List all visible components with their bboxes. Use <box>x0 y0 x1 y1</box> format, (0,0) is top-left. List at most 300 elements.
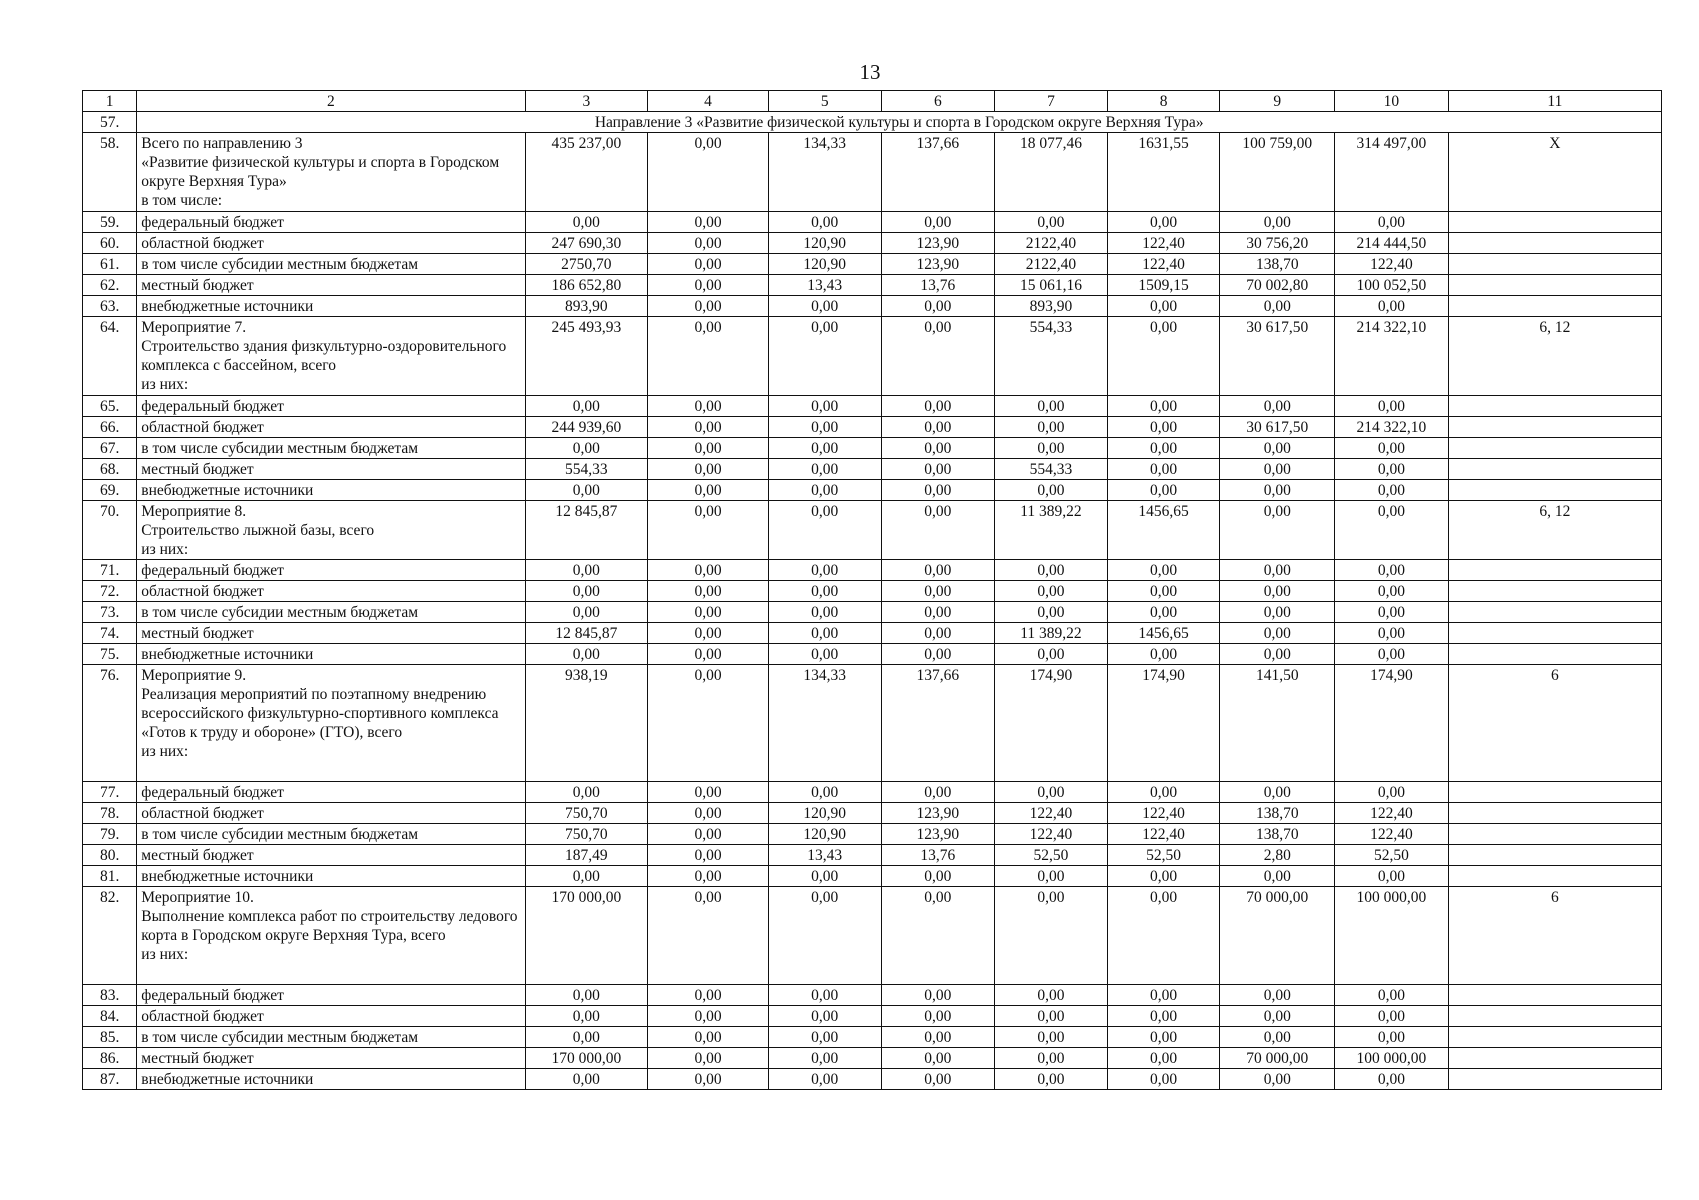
value-cell: 0,00 <box>648 665 769 782</box>
value-cell: 0,00 <box>648 845 769 866</box>
empty-cell <box>1448 275 1661 296</box>
value-cell: 214 322,10 <box>1335 417 1449 438</box>
row-number: 82. <box>83 887 137 985</box>
empty-cell <box>1448 1069 1661 1090</box>
value-cell: 0,00 <box>648 459 769 480</box>
row-description: в том числе субсидии местным бюджетам <box>137 1027 525 1048</box>
value-cell: 0,00 <box>525 1027 648 1048</box>
value-cell: 0,00 <box>768 396 881 417</box>
value-cell: 0,00 <box>995 1027 1108 1048</box>
value-cell: 0,00 <box>881 480 995 501</box>
value-cell: 314 497,00 <box>1335 133 1449 212</box>
row-number: 85. <box>83 1027 137 1048</box>
value-cell: 0,00 <box>995 866 1108 887</box>
value-cell: 0,00 <box>648 254 769 275</box>
empty-cell <box>1448 824 1661 845</box>
value-cell: 0,00 <box>1220 581 1335 602</box>
value-cell: 122,40 <box>1335 803 1449 824</box>
row-number: 62. <box>83 275 137 296</box>
table-row <box>83 985 1662 1006</box>
value-cell: 138,70 <box>1220 254 1335 275</box>
value-cell: 245 493,93 <box>525 317 648 396</box>
value-cell: 122,40 <box>1335 824 1449 845</box>
row-number: 69. <box>83 480 137 501</box>
value-cell: 18 077,46 <box>995 133 1108 212</box>
row-number: 67. <box>83 438 137 459</box>
empty-cell <box>1448 459 1661 480</box>
value-cell: 0,00 <box>768 1006 881 1027</box>
row-number: 70. <box>83 501 137 560</box>
column-header: 10 <box>1335 91 1449 112</box>
value-cell: 0,00 <box>1335 501 1449 560</box>
value-cell: 247 690,30 <box>525 233 648 254</box>
column-header: 3 <box>525 91 648 112</box>
value-cell: 0,00 <box>648 501 769 560</box>
value-cell: 0,00 <box>881 623 995 644</box>
value-cell: 0,00 <box>648 480 769 501</box>
empty-cell <box>1448 233 1661 254</box>
column-header: 9 <box>1220 91 1335 112</box>
source-note: 6, 12 <box>1448 501 1661 560</box>
value-cell: 0,00 <box>1220 396 1335 417</box>
value-cell: 52,50 <box>1107 845 1220 866</box>
value-cell: 0,00 <box>995 396 1108 417</box>
value-cell: 0,00 <box>525 644 648 665</box>
value-cell: 0,00 <box>881 317 995 396</box>
row-description: Мероприятие 8. Строительство лыжной базы, всего из них: <box>137 501 525 560</box>
value-cell: 0,00 <box>648 396 769 417</box>
value-cell: 0,00 <box>1335 581 1449 602</box>
empty-cell <box>1448 644 1661 665</box>
value-cell: 170 000,00 <box>525 887 648 985</box>
empty-cell <box>1448 560 1661 581</box>
row-description: внебюджетные источники <box>137 480 525 501</box>
value-cell: 0,00 <box>648 212 769 233</box>
value-cell: 0,00 <box>1335 459 1449 480</box>
value-cell: 0,00 <box>768 644 881 665</box>
source-note: 6, 12 <box>1448 317 1661 396</box>
value-cell: 0,00 <box>1220 212 1335 233</box>
value-cell: 122,40 <box>995 824 1108 845</box>
value-cell: 0,00 <box>768 866 881 887</box>
value-cell: 0,00 <box>1107 438 1220 459</box>
table-row <box>83 824 1662 845</box>
row-number: 81. <box>83 866 137 887</box>
row-description: в том числе субсидии местным бюджетам <box>137 438 525 459</box>
value-cell: 1509,15 <box>1107 275 1220 296</box>
row-number: 65. <box>83 396 137 417</box>
value-cell: 174,90 <box>1335 665 1449 782</box>
value-cell: 0,00 <box>1107 644 1220 665</box>
value-cell: 0,00 <box>881 644 995 665</box>
value-cell: 0,00 <box>881 560 995 581</box>
value-cell: 893,90 <box>995 296 1108 317</box>
value-cell: 0,00 <box>995 782 1108 803</box>
value-cell: 0,00 <box>648 233 769 254</box>
value-cell: 0,00 <box>1335 985 1449 1006</box>
table-row <box>83 665 1662 782</box>
value-cell: 0,00 <box>1107 396 1220 417</box>
value-cell: 0,00 <box>881 887 995 985</box>
value-cell: 0,00 <box>648 602 769 623</box>
value-cell: 0,00 <box>1220 782 1335 803</box>
value-cell: 137,66 <box>881 665 995 782</box>
empty-cell <box>1448 396 1661 417</box>
value-cell: 0,00 <box>1335 782 1449 803</box>
value-cell: 174,90 <box>1107 665 1220 782</box>
table-body <box>83 91 1662 1090</box>
value-cell: 122,40 <box>1107 233 1220 254</box>
row-number: 64. <box>83 317 137 396</box>
empty-cell <box>1448 803 1661 824</box>
value-cell: 30 617,50 <box>1220 417 1335 438</box>
value-cell: 0,00 <box>768 1027 881 1048</box>
table-row <box>83 1006 1662 1027</box>
value-cell: 13,43 <box>768 275 881 296</box>
empty-cell <box>1448 866 1661 887</box>
value-cell: 0,00 <box>995 644 1108 665</box>
table-row <box>83 644 1662 665</box>
row-number: 66. <box>83 417 137 438</box>
row-description: областной бюджет <box>137 1006 525 1027</box>
value-cell: 0,00 <box>881 459 995 480</box>
row-number: 73. <box>83 602 137 623</box>
value-cell: 750,70 <box>525 824 648 845</box>
value-cell: 122,40 <box>1107 254 1220 275</box>
empty-cell <box>1448 985 1661 1006</box>
value-cell: 0,00 <box>525 480 648 501</box>
table-row <box>83 233 1662 254</box>
table-row <box>83 438 1662 459</box>
value-cell: 0,00 <box>525 782 648 803</box>
value-cell: 0,00 <box>1107 1069 1220 1090</box>
value-cell: 120,90 <box>768 233 881 254</box>
value-cell: 214 444,50 <box>1335 233 1449 254</box>
value-cell: 0,00 <box>648 866 769 887</box>
value-cell: 0,00 <box>995 480 1108 501</box>
table-row <box>83 803 1662 824</box>
value-cell: 0,00 <box>1107 1048 1220 1069</box>
value-cell: 0,00 <box>1107 317 1220 396</box>
value-cell: 123,90 <box>881 824 995 845</box>
value-cell: 122,40 <box>1107 803 1220 824</box>
row-description: местный бюджет <box>137 623 525 644</box>
value-cell: 0,00 <box>648 782 769 803</box>
empty-cell <box>1448 296 1661 317</box>
value-cell: 0,00 <box>1220 644 1335 665</box>
row-description: в том числе субсидии местным бюджетам <box>137 254 525 275</box>
column-header: 2 <box>137 91 525 112</box>
value-cell: 1456,65 <box>1107 623 1220 644</box>
row-number: 84. <box>83 1006 137 1027</box>
row-number: 72. <box>83 581 137 602</box>
value-cell: 0,00 <box>995 985 1108 1006</box>
row-number: 86. <box>83 1048 137 1069</box>
value-cell: 0,00 <box>1107 1027 1220 1048</box>
table-row <box>83 212 1662 233</box>
table-row <box>83 845 1662 866</box>
value-cell: 174,90 <box>995 665 1108 782</box>
value-cell: 554,33 <box>995 459 1108 480</box>
value-cell: 0,00 <box>881 866 995 887</box>
value-cell: 0,00 <box>1335 296 1449 317</box>
table-row <box>83 1048 1662 1069</box>
value-cell: 0,00 <box>1335 644 1449 665</box>
value-cell: 0,00 <box>648 824 769 845</box>
table-row <box>83 459 1662 480</box>
value-cell: 0,00 <box>995 417 1108 438</box>
value-cell: 0,00 <box>1220 438 1335 459</box>
row-description: Мероприятие 7. Строительство здания физкультурно-оздоровительного комплекса с бассейном, всего из них: <box>137 317 525 396</box>
value-cell: 2750,70 <box>525 254 648 275</box>
page-number: 13 <box>859 60 881 84</box>
value-cell: 0,00 <box>648 1027 769 1048</box>
value-cell: 0,00 <box>648 296 769 317</box>
row-description: областной бюджет <box>137 417 525 438</box>
direction-title: Направление 3 «Развитие физической культуры и спорта в Городском округе Верхняя Тура» <box>137 112 1662 133</box>
value-cell: 554,33 <box>525 459 648 480</box>
row-description: внебюджетные источники <box>137 296 525 317</box>
value-cell: 100 000,00 <box>1335 1048 1449 1069</box>
column-header: 1 <box>83 91 137 112</box>
value-cell: 0,00 <box>525 985 648 1006</box>
row-number: 78. <box>83 803 137 824</box>
row-description: местный бюджет <box>137 845 525 866</box>
value-cell: 0,00 <box>1107 1006 1220 1027</box>
table-row <box>83 887 1662 985</box>
value-cell: 0,00 <box>648 560 769 581</box>
value-cell: 0,00 <box>768 560 881 581</box>
empty-cell <box>1448 845 1661 866</box>
source-note: 6 <box>1448 887 1661 985</box>
row-number: 59. <box>83 212 137 233</box>
value-cell: 0,00 <box>648 1069 769 1090</box>
value-cell: 122,40 <box>995 803 1108 824</box>
value-cell: 0,00 <box>1107 459 1220 480</box>
value-cell: 15 061,16 <box>995 275 1108 296</box>
value-cell: 0,00 <box>1335 212 1449 233</box>
value-cell: 12 845,87 <box>525 501 648 560</box>
value-cell: 123,90 <box>881 233 995 254</box>
row-number: 57. <box>83 112 137 133</box>
value-cell: 0,00 <box>1220 602 1335 623</box>
value-cell: 0,00 <box>881 438 995 459</box>
table-row <box>83 417 1662 438</box>
row-description: внебюджетные источники <box>137 1069 525 1090</box>
table-row <box>83 275 1662 296</box>
value-cell: 0,00 <box>995 212 1108 233</box>
value-cell: 0,00 <box>1107 602 1220 623</box>
value-cell: 0,00 <box>881 782 995 803</box>
row-description: внебюджетные источники <box>137 866 525 887</box>
row-number: 80. <box>83 845 137 866</box>
value-cell: 0,00 <box>1335 396 1449 417</box>
value-cell: 0,00 <box>881 985 995 1006</box>
value-cell: 11 389,22 <box>995 501 1108 560</box>
value-cell: 0,00 <box>1107 296 1220 317</box>
row-description: федеральный бюджет <box>137 985 525 1006</box>
table-row <box>83 560 1662 581</box>
row-number: 71. <box>83 560 137 581</box>
value-cell: 2122,40 <box>995 254 1108 275</box>
value-cell: 0,00 <box>768 480 881 501</box>
value-cell: 0,00 <box>1220 866 1335 887</box>
value-cell: 0,00 <box>768 501 881 560</box>
row-description: федеральный бюджет <box>137 396 525 417</box>
table-row <box>83 782 1662 803</box>
value-cell: 186 652,80 <box>525 275 648 296</box>
value-cell: 0,00 <box>881 296 995 317</box>
value-cell: 0,00 <box>648 317 769 396</box>
empty-cell <box>1448 1006 1661 1027</box>
value-cell: 0,00 <box>1220 1006 1335 1027</box>
value-cell: 0,00 <box>648 417 769 438</box>
row-description: в том числе субсидии местным бюджетам <box>137 824 525 845</box>
empty-cell <box>1448 1048 1661 1069</box>
value-cell: 30 617,50 <box>1220 317 1335 396</box>
empty-cell <box>1448 602 1661 623</box>
value-cell: 0,00 <box>1220 296 1335 317</box>
value-cell: 0,00 <box>881 1069 995 1090</box>
value-cell: 134,33 <box>768 665 881 782</box>
value-cell: 0,00 <box>1220 480 1335 501</box>
value-cell: 0,00 <box>525 212 648 233</box>
value-cell: 0,00 <box>525 1069 648 1090</box>
source-note: 6 <box>1448 665 1661 782</box>
value-cell: 0,00 <box>995 438 1108 459</box>
value-cell: 0,00 <box>768 212 881 233</box>
row-description: Мероприятие 9. Реализация мероприятий по поэтапному внедрению всероссийского физкультурно-спортивного комплекса «Готов к труду и обороне» (ГТО), всего из них: <box>137 665 525 782</box>
value-cell: 1456,65 <box>1107 501 1220 560</box>
row-number: 74. <box>83 623 137 644</box>
table-row <box>83 1027 1662 1048</box>
direction-row <box>83 112 1662 133</box>
value-cell: 0,00 <box>1335 866 1449 887</box>
value-cell: 0,00 <box>648 985 769 1006</box>
value-cell: 0,00 <box>768 1069 881 1090</box>
table-row <box>83 602 1662 623</box>
row-number: 79. <box>83 824 137 845</box>
value-cell: 100 052,50 <box>1335 275 1449 296</box>
value-cell: 0,00 <box>995 581 1108 602</box>
row-description: Всего по направлению 3 «Развитие физической культуры и спорта в Городском округе Верхняя Тура» в том числе: <box>137 133 525 212</box>
row-description: федеральный бюджет <box>137 782 525 803</box>
value-cell: 0,00 <box>768 985 881 1006</box>
column-header: 11 <box>1448 91 1661 112</box>
empty-cell <box>1448 480 1661 501</box>
value-cell: 0,00 <box>768 602 881 623</box>
value-cell: 0,00 <box>768 459 881 480</box>
value-cell: 0,00 <box>881 1027 995 1048</box>
value-cell: 0,00 <box>768 887 881 985</box>
value-cell: 0,00 <box>648 133 769 212</box>
value-cell: 0,00 <box>1220 501 1335 560</box>
row-number: 61. <box>83 254 137 275</box>
value-cell: 0,00 <box>1335 1069 1449 1090</box>
row-number: 68. <box>83 459 137 480</box>
row-number: 63. <box>83 296 137 317</box>
value-cell: 0,00 <box>648 581 769 602</box>
value-cell: 0,00 <box>525 1006 648 1027</box>
value-cell: 938,19 <box>525 665 648 782</box>
value-cell: 170 000,00 <box>525 1048 648 1069</box>
value-cell: 0,00 <box>1335 560 1449 581</box>
value-cell: 0,00 <box>525 396 648 417</box>
empty-cell <box>1448 1027 1661 1048</box>
value-cell: 52,50 <box>995 845 1108 866</box>
row-number: 87. <box>83 1069 137 1090</box>
empty-cell <box>1448 254 1661 275</box>
value-cell: 120,90 <box>768 254 881 275</box>
row-description: в том числе субсидии местным бюджетам <box>137 602 525 623</box>
value-cell: 137,66 <box>881 133 995 212</box>
table-row <box>83 581 1662 602</box>
row-number: 75. <box>83 644 137 665</box>
value-cell: 0,00 <box>1107 581 1220 602</box>
value-cell: 554,33 <box>995 317 1108 396</box>
value-cell: 0,00 <box>1335 480 1449 501</box>
value-cell: 13,43 <box>768 845 881 866</box>
value-cell: 2,80 <box>1220 845 1335 866</box>
value-cell: 120,90 <box>768 824 881 845</box>
table-row <box>83 133 1662 212</box>
row-description: местный бюджет <box>137 275 525 296</box>
empty-cell <box>1448 438 1661 459</box>
value-cell: 0,00 <box>1220 560 1335 581</box>
value-cell: 0,00 <box>768 438 881 459</box>
row-description: Мероприятие 10. Выполнение комплекса работ по строительству ледового корта в Городском округе Верхняя Тура, всего из них: <box>137 887 525 985</box>
value-cell: 0,00 <box>768 782 881 803</box>
value-cell: 100 000,00 <box>1335 887 1449 985</box>
value-cell: 0,00 <box>648 1006 769 1027</box>
value-cell: 0,00 <box>1335 623 1449 644</box>
value-cell: 0,00 <box>1107 212 1220 233</box>
value-cell: 12 845,87 <box>525 623 648 644</box>
value-cell: 0,00 <box>648 887 769 985</box>
value-cell: 244 939,60 <box>525 417 648 438</box>
value-cell: 750,70 <box>525 803 648 824</box>
value-cell: 0,00 <box>768 623 881 644</box>
value-cell: 0,00 <box>525 866 648 887</box>
value-cell: 134,33 <box>768 133 881 212</box>
empty-cell <box>1448 417 1661 438</box>
table-row <box>83 1069 1662 1090</box>
value-cell: 0,00 <box>768 1048 881 1069</box>
row-number: 58. <box>83 133 137 212</box>
row-description: федеральный бюджет <box>137 560 525 581</box>
row-description: областной бюджет <box>137 803 525 824</box>
value-cell: 0,00 <box>1107 887 1220 985</box>
value-cell: 122,40 <box>1107 824 1220 845</box>
value-cell: 30 756,20 <box>1220 233 1335 254</box>
table-row <box>83 866 1662 887</box>
value-cell: 2122,40 <box>995 233 1108 254</box>
value-cell: 0,00 <box>768 581 881 602</box>
value-cell: 0,00 <box>525 560 648 581</box>
empty-cell <box>1448 581 1661 602</box>
value-cell: 0,00 <box>995 1006 1108 1027</box>
value-cell: 138,70 <box>1220 803 1335 824</box>
value-cell: 13,76 <box>881 275 995 296</box>
column-header: 4 <box>648 91 769 112</box>
value-cell: 0,00 <box>525 581 648 602</box>
value-cell: 0,00 <box>881 602 995 623</box>
table-row <box>83 501 1662 560</box>
value-cell: 0,00 <box>1107 417 1220 438</box>
value-cell: 0,00 <box>1220 459 1335 480</box>
value-cell: 138,70 <box>1220 824 1335 845</box>
column-header: 6 <box>881 91 995 112</box>
